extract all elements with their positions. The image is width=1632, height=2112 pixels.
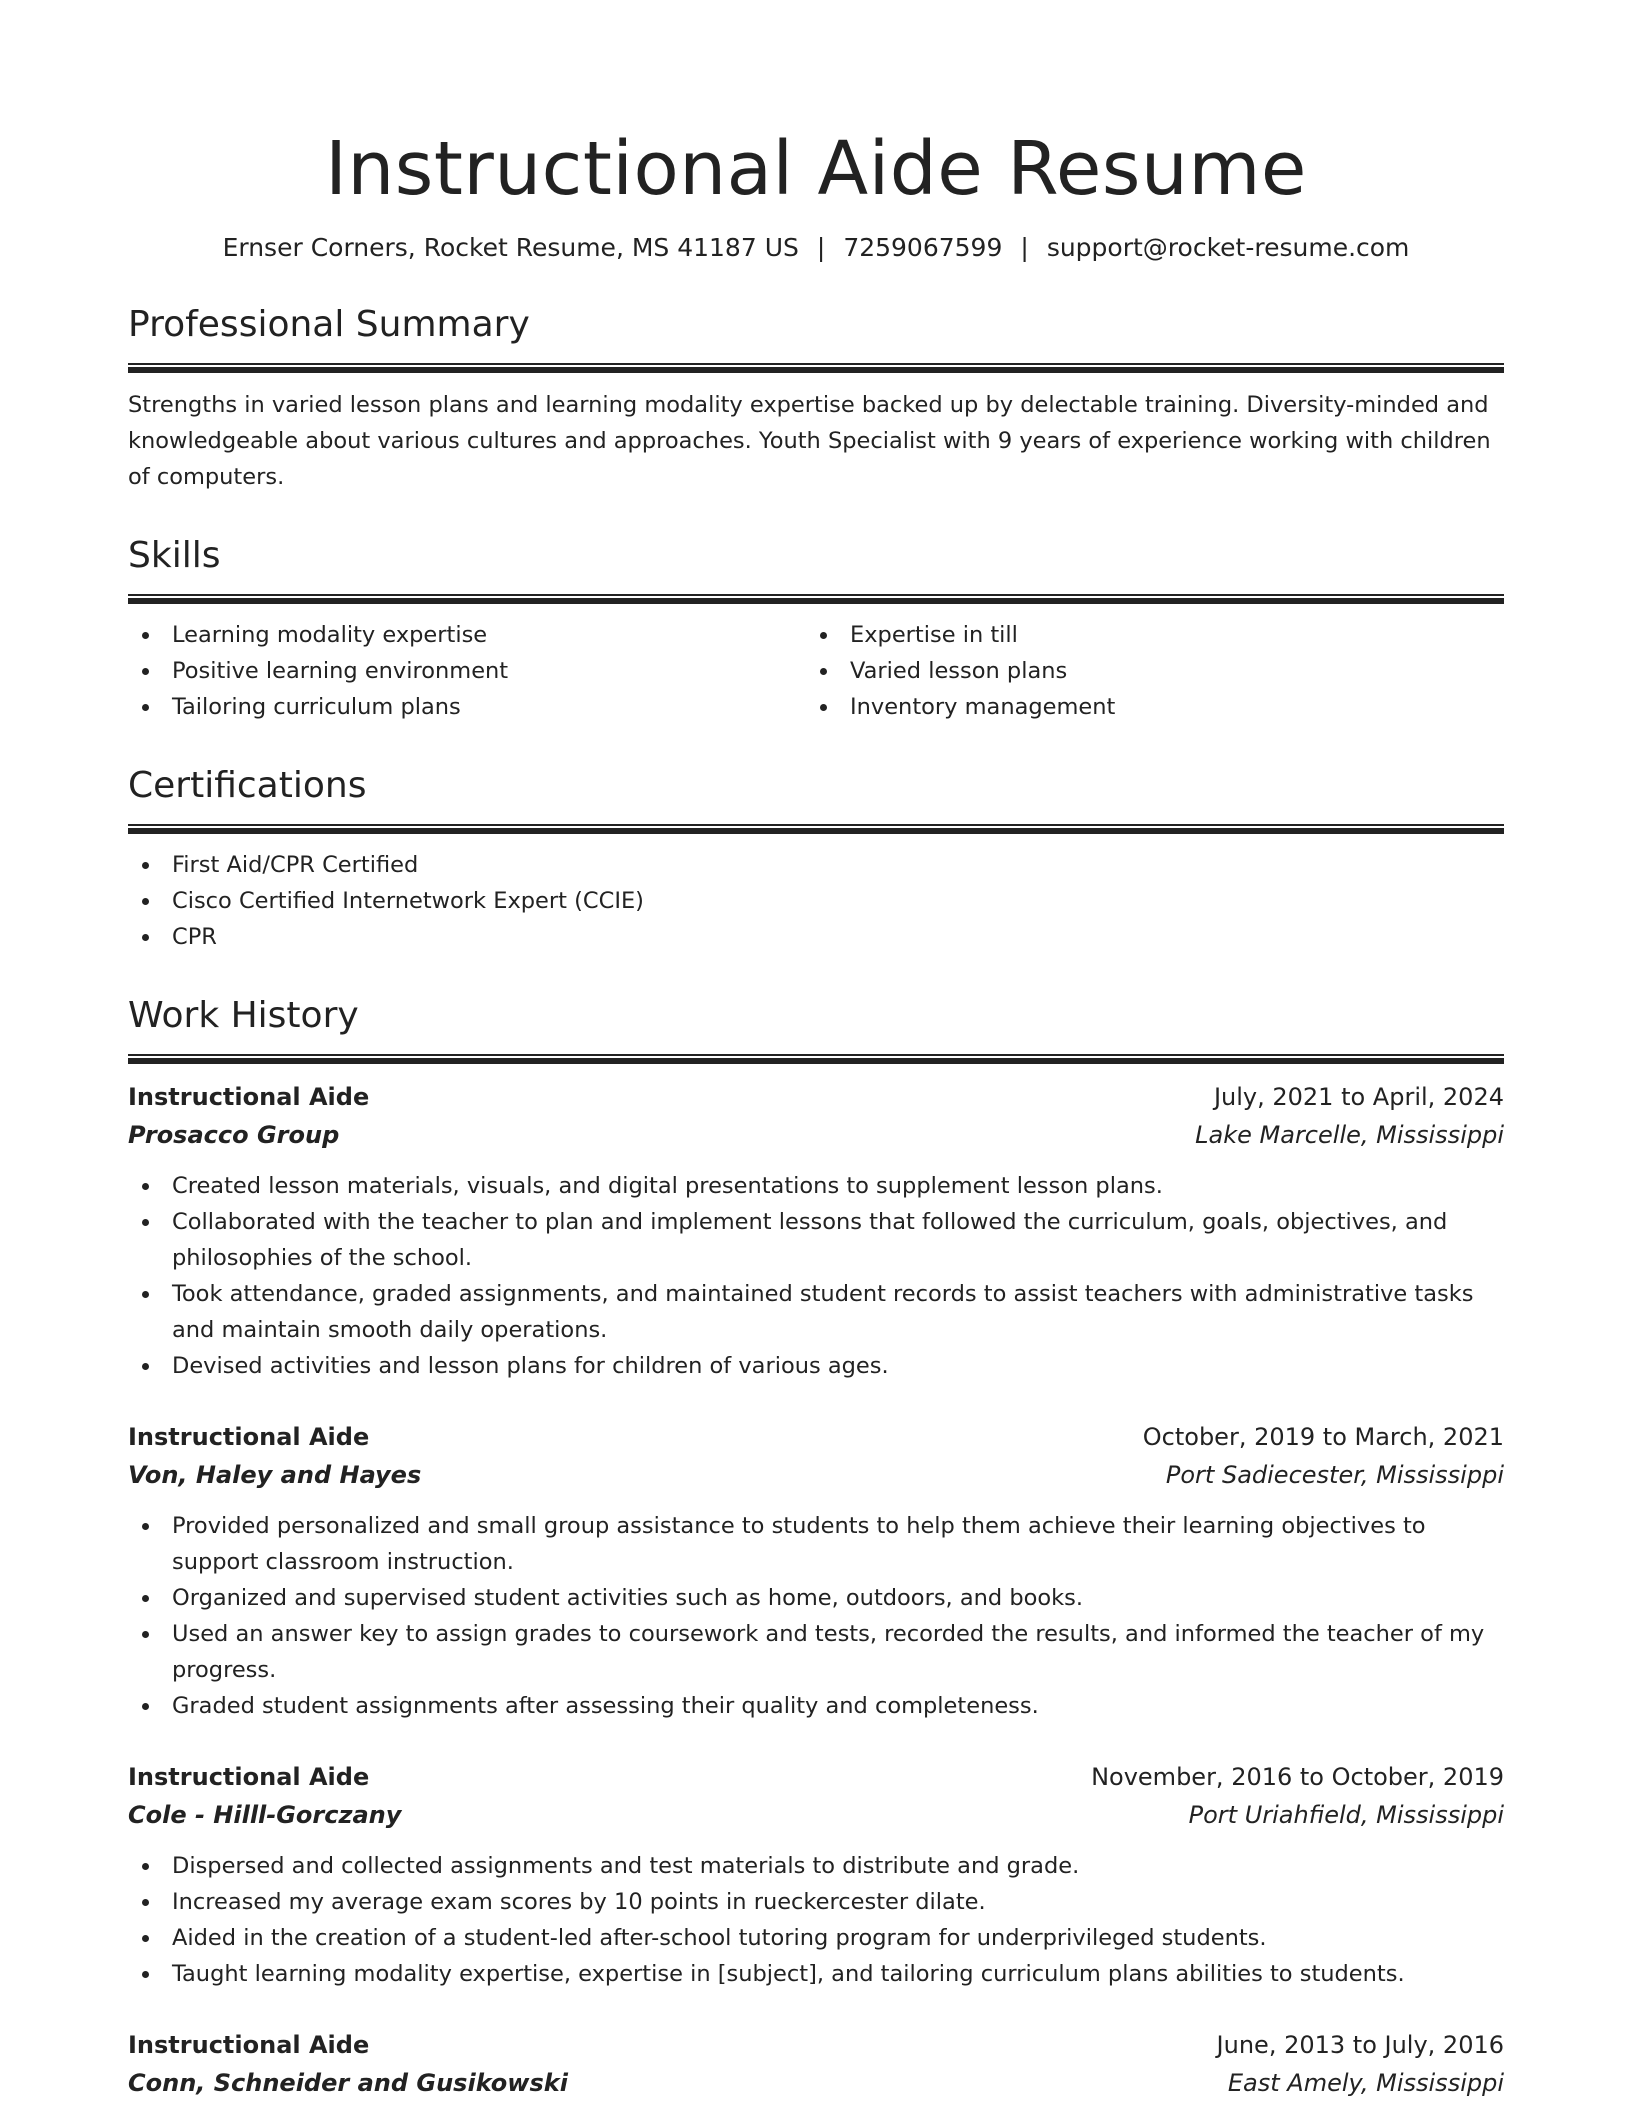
contact-separator: | [1020, 233, 1029, 262]
job-company-row [128, 2064, 1504, 2102]
job-duty: Provided personalized and small group assistance to students to help them achieve their learning objectives to support classroom instruction. [128, 1508, 1504, 1580]
skill-item: Positive learning environment [128, 653, 806, 689]
summary-heading: Professional Summary [128, 304, 530, 345]
job-header-row [128, 1758, 1504, 1796]
skills-list-left [128, 617, 806, 725]
job-duty: Organized and supervised student activities such as home, outdoors, and books. [128, 1580, 1504, 1616]
job-duty: Taught learning modality expertise, expertise in [subject], and tailoring curriculum plans abilities to students. [128, 1956, 1504, 1992]
job-company: Von, Haley and Hayes [128, 1461, 422, 1489]
job-title: Instructional Aide [128, 1423, 370, 1451]
job-dates: July, 2021 to April, 2024 [1213, 1083, 1504, 1111]
contact-email: support@rocket-resume.com [1046, 233, 1410, 262]
job-duty: Collaborated with the teacher to plan and implement lessons that followed the curriculum, goals, objectives, and philosophies of the school. [128, 1204, 1504, 1276]
job-duty: Dispersed and collected assignments and test materials to distribute and grade. [128, 1848, 1504, 1884]
section-divider [128, 594, 1504, 604]
job-company: Conn, Schneider and Gusikowski [128, 2069, 568, 2097]
summary-text: Strengths in varied lesson plans and learning modality expertise backed up by delectable training. Diversity-minded and knowledgeable about various cultures and approaches. Youth Specialist with 9 years of experience working with children of computers. [128, 392, 1491, 490]
job-header-row [128, 2026, 1504, 2064]
work-history-heading: Work History [128, 995, 359, 1036]
job-company-row [128, 1796, 1504, 1834]
job-duty: Increased my average exam scores by 10 points in rueckercester dilate. [128, 1884, 1504, 1920]
skills-section [128, 533, 1504, 725]
job-entry [128, 1758, 1504, 1992]
section-divider [128, 363, 1504, 373]
job-title: Instructional Aide [128, 2031, 370, 2059]
work-history-section [128, 993, 1504, 2102]
skill-item: Tailoring curriculum plans [128, 689, 806, 725]
section-divider [128, 824, 1504, 834]
job-duties-list [128, 1508, 1504, 1724]
certification-item: Cisco Certified Internetwork Expert (CCIE) [128, 883, 1504, 919]
job-entry [128, 2026, 1504, 2102]
job-duty: Aided in the creation of a student-led after-school tutoring program for underprivileged students. [128, 1920, 1504, 1956]
resume-title: Instructional Aide Resume [325, 126, 1307, 212]
job-header-row [128, 1418, 1504, 1456]
skill-item: Learning modality expertise [128, 617, 806, 653]
job-duty: Graded student assignments after assessing their quality and completeness. [128, 1688, 1504, 1724]
skills-list-right [806, 617, 1484, 725]
contact-phone: 7259067599 [843, 233, 1003, 262]
summary-section [128, 302, 1504, 495]
job-dates: November, 2016 to October, 2019 [1091, 1763, 1504, 1791]
job-entry [128, 1078, 1504, 1384]
job-duties-list [128, 1848, 1504, 1992]
certification-item: First Aid/CPR Certified [128, 847, 1504, 883]
skill-item: Varied lesson plans [806, 653, 1484, 689]
job-dates: June, 2013 to July, 2016 [1216, 2031, 1504, 2059]
job-duty: Used an answer key to assign grades to coursework and tests, recorded the results, and informed the teacher of my progress. [128, 1616, 1504, 1688]
skills-heading: Skills [128, 535, 221, 576]
contact-separator: | [816, 233, 826, 262]
job-duty: Took attendance, graded assignments, and maintained student records to assist teachers with administrative tasks and maintain smooth daily operations. [128, 1276, 1504, 1348]
job-title: Instructional Aide [128, 1763, 370, 1791]
job-location: Port Uriahfield, Mississippi [1188, 1801, 1504, 1829]
job-company-row [128, 1116, 1504, 1154]
certifications-section [128, 763, 1504, 955]
skills-grid [128, 617, 1504, 725]
job-header-row [128, 1078, 1504, 1116]
job-company: Cole - Hilll-Gorczany [128, 1801, 402, 1829]
job-company: Prosacco Group [128, 1121, 340, 1149]
job-entry [128, 1418, 1504, 1724]
section-divider [128, 1054, 1504, 1064]
contact-address: Ernser Corners, Rocket Resume, MS 41187 US [222, 233, 799, 262]
job-duty: Devised activities and lesson plans for children of various ages. [128, 1348, 1504, 1384]
job-dates: October, 2019 to March, 2021 [1142, 1423, 1504, 1451]
job-location: East Amely, Mississippi [1227, 2069, 1504, 2097]
job-duty: Created lesson materials, visuals, and digital presentations to supplement lesson plans. [128, 1168, 1504, 1204]
job-duties-list [128, 1168, 1504, 1384]
job-location: Lake Marcelle, Mississippi [1195, 1121, 1504, 1149]
skill-item: Expertise in till [806, 617, 1484, 653]
contact-line [128, 232, 1504, 264]
job-title: Instructional Aide [128, 1083, 370, 1111]
job-location: Port Sadiecester, Mississippi [1165, 1461, 1504, 1489]
certifications-list [128, 847, 1504, 955]
skill-item: Inventory management [806, 689, 1484, 725]
certification-item: CPR [128, 919, 1504, 955]
job-company-row [128, 1456, 1504, 1494]
certifications-heading: Certifications [128, 765, 367, 806]
